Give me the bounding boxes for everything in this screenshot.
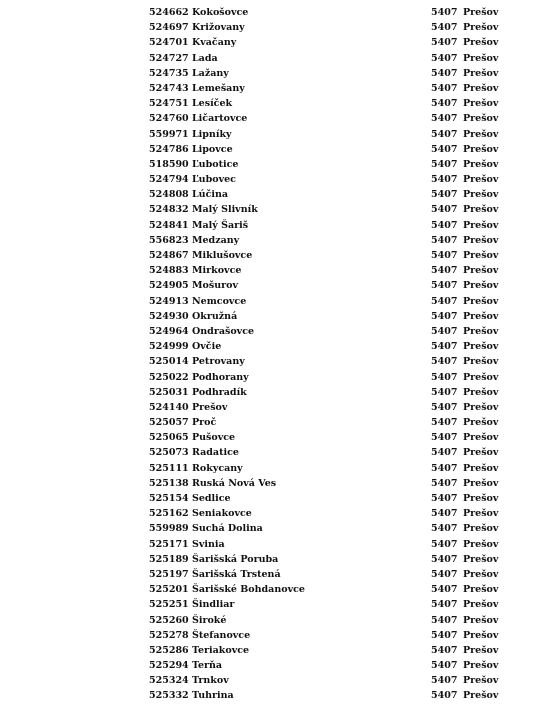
district-name: Prešov — [463, 204, 499, 216]
table-row — [0, 597, 556, 612]
municipality-name: Miklušovce — [192, 250, 253, 261]
table-row — [0, 415, 556, 430]
district-name: Prešov — [463, 462, 499, 474]
municipality-code: 524697 — [149, 22, 189, 34]
municipality-name: Sedlice — [192, 493, 231, 504]
district-code: 5407 — [431, 644, 458, 656]
table-row — [0, 521, 556, 536]
municipality-name: Mošurov — [192, 280, 238, 292]
municipality-name: Šarišská Poruba — [192, 553, 279, 565]
municipality-code: 524786 — [149, 143, 189, 155]
district-code: 5407 — [431, 22, 458, 34]
district-name: Prešov — [463, 265, 499, 277]
district-code: 5407 — [431, 371, 458, 383]
municipality-name: Šarišská Trstená — [192, 568, 281, 580]
district-code: 5407 — [431, 174, 458, 186]
district-name: Prešov — [463, 584, 499, 596]
table-row — [0, 263, 556, 278]
district-code: 5407 — [431, 52, 458, 64]
municipality-name: Ľubovec — [192, 174, 236, 186]
district-name: Prešov — [463, 447, 499, 459]
district-code: 5407 — [431, 325, 458, 337]
municipality-code: 559971 — [149, 128, 189, 140]
district-name: Prešov — [463, 295, 499, 307]
municipality-code: 525201 — [149, 584, 189, 596]
municipality-code: 524964 — [149, 325, 189, 337]
municipality-name: Medzany — [192, 234, 240, 246]
district-name: Prešov — [463, 614, 499, 626]
district-code: 5407 — [431, 250, 458, 261]
municipality-code: 524751 — [149, 98, 189, 110]
table-row — [0, 445, 556, 460]
municipality-code: 525073 — [149, 447, 189, 459]
district-code: 5407 — [431, 675, 458, 687]
municipality-name: Ondrašovce — [192, 325, 255, 337]
district-name: Prešov — [463, 599, 499, 611]
district-name: Prešov — [463, 234, 499, 246]
municipality-name: Podhorany — [192, 371, 249, 383]
municipality-code: 525189 — [149, 553, 189, 565]
district-code: 5407 — [431, 477, 458, 489]
municipality-code: 525065 — [149, 432, 189, 444]
table-row — [0, 476, 556, 491]
municipality-code: 525138 — [149, 477, 189, 489]
district-name: Prešov — [463, 660, 499, 672]
municipality-name: Prešov — [192, 401, 228, 413]
table-row — [0, 582, 556, 597]
district-code: 5407 — [431, 614, 458, 626]
municipality-code: 525260 — [149, 614, 189, 626]
municipality-name: Lúčina — [192, 189, 229, 201]
table-row — [0, 385, 556, 400]
municipality-code: 524727 — [149, 52, 189, 64]
municipality-code: 525031 — [149, 386, 189, 398]
district-code: 5407 — [431, 295, 458, 307]
district-code: 5407 — [431, 82, 458, 94]
municipality-code: 525111 — [149, 462, 189, 474]
table-row — [0, 20, 556, 35]
district-code: 5407 — [431, 690, 458, 702]
district-name: Prešov — [463, 174, 499, 186]
district-name: Prešov — [463, 371, 499, 383]
district-code: 5407 — [431, 143, 458, 155]
table-row — [0, 400, 556, 415]
table-row — [0, 187, 556, 202]
municipality-name: Podhradík — [192, 386, 247, 398]
district-code: 5407 — [431, 7, 458, 18]
district-name: Prešov — [463, 22, 499, 34]
municipality-code: 525294 — [149, 660, 189, 672]
table-row — [0, 491, 556, 506]
municipality-name: Široké — [192, 614, 227, 626]
district-name: Prešov — [463, 52, 499, 64]
district-name: Prešov — [463, 432, 499, 444]
municipality-code: 525022 — [149, 371, 189, 383]
district-name: Prešov — [463, 128, 499, 140]
municipality-name: Križovany — [192, 22, 245, 34]
district-code: 5407 — [431, 356, 458, 368]
municipality-name: Nemcovce — [192, 295, 247, 307]
municipality-code: 524999 — [149, 341, 189, 353]
district-name: Prešov — [463, 675, 499, 687]
district-code: 5407 — [431, 599, 458, 611]
district-name: Prešov — [463, 250, 499, 261]
municipality-code: 524794 — [149, 174, 189, 186]
municipality-name: Rokycany — [192, 462, 243, 474]
district-name: Prešov — [463, 401, 499, 413]
district-code: 5407 — [431, 508, 458, 520]
municipality-name: Ovčie — [192, 341, 222, 353]
municipality-code: 525171 — [149, 538, 189, 550]
municipality-name: Terňa — [192, 660, 223, 672]
table-row — [0, 658, 556, 673]
municipality-code: 524735 — [149, 67, 189, 79]
district-code: 5407 — [431, 341, 458, 353]
table-row — [0, 111, 556, 126]
municipality-name: Ličartovce — [192, 113, 248, 125]
municipality-name: Petrovany — [192, 356, 245, 368]
municipality-code: 524832 — [149, 204, 189, 216]
district-code: 5407 — [431, 158, 458, 170]
table-row — [0, 309, 556, 324]
municipality-code: 525286 — [149, 644, 189, 656]
table-row — [0, 430, 556, 445]
district-name: Prešov — [463, 158, 499, 170]
municipality-code: 525154 — [149, 493, 189, 504]
table-row — [0, 370, 556, 385]
municipality-code: 524905 — [149, 280, 189, 292]
district-name: Prešov — [463, 508, 499, 520]
district-code: 5407 — [431, 584, 458, 596]
table-row — [0, 628, 556, 643]
district-name: Prešov — [463, 568, 499, 580]
municipality-name: Ľubotice — [192, 158, 239, 170]
district-name: Prešov — [463, 523, 499, 535]
district-name: Prešov — [463, 189, 499, 201]
district-code: 5407 — [431, 401, 458, 413]
district-code: 5407 — [431, 189, 458, 201]
district-name: Prešov — [463, 417, 499, 429]
district-code: 5407 — [431, 568, 458, 580]
municipality-name: Kokošovce — [192, 7, 249, 18]
municipality-name: Pušovce — [192, 432, 236, 444]
municipality-name: Šindliar — [192, 599, 235, 611]
district-name: Prešov — [463, 67, 499, 79]
district-name: Prešov — [463, 386, 499, 398]
district-code: 5407 — [431, 629, 458, 641]
municipality-name: Teriakovce — [192, 644, 250, 656]
district-name: Prešov — [463, 98, 499, 110]
municipality-code: 524760 — [149, 113, 189, 125]
district-code: 5407 — [431, 113, 458, 125]
table-row — [0, 142, 556, 157]
municipality-code: 525057 — [149, 417, 189, 429]
district-code: 5407 — [431, 493, 458, 504]
district-name: Prešov — [463, 143, 499, 155]
table-row — [0, 461, 556, 476]
district-name: Prešov — [463, 538, 499, 550]
municipality-name: Štefanovce — [192, 629, 251, 641]
municipality-name: Seniakovce — [192, 508, 252, 520]
table-row — [0, 688, 556, 703]
table-row — [0, 339, 556, 354]
district-name: Prešov — [463, 644, 499, 656]
municipality-name: Lipníky — [192, 128, 232, 140]
municipality-name: Lesíček — [192, 98, 233, 110]
municipality-code: 525324 — [149, 675, 189, 687]
district-name: Prešov — [463, 82, 499, 94]
table-row — [0, 278, 556, 293]
district-name: Prešov — [463, 280, 499, 292]
municipality-name: Suchá Dolina — [192, 523, 263, 535]
table-row — [0, 552, 556, 567]
municipality-name: Ruská Nová Ves — [192, 477, 277, 489]
district-name: Prešov — [463, 341, 499, 353]
district-code: 5407 — [431, 265, 458, 277]
district-code: 5407 — [431, 37, 458, 49]
district-code: 5407 — [431, 417, 458, 429]
municipality-code: 524883 — [149, 265, 189, 277]
table-row — [0, 81, 556, 96]
district-code: 5407 — [431, 523, 458, 535]
table-row — [0, 96, 556, 111]
district-name: Prešov — [463, 493, 499, 504]
municipality-table — [0, 5, 556, 704]
district-code: 5407 — [431, 538, 458, 550]
municipality-code: 556823 — [149, 234, 189, 246]
district-code: 5407 — [431, 98, 458, 110]
table-row — [0, 506, 556, 521]
district-name: Prešov — [463, 325, 499, 337]
district-code: 5407 — [431, 234, 458, 246]
district-name: Prešov — [463, 553, 499, 565]
municipality-name: Mirkovce — [192, 265, 242, 277]
table-row — [0, 294, 556, 309]
district-code: 5407 — [431, 386, 458, 398]
municipality-code: 525332 — [149, 690, 189, 702]
table-row — [0, 354, 556, 369]
district-code: 5407 — [431, 280, 458, 292]
municipality-code: 525197 — [149, 568, 189, 580]
table-row — [0, 35, 556, 50]
municipality-name: Tuhrina — [192, 690, 234, 702]
municipality-name: Lažany — [192, 67, 229, 79]
municipality-code: 525251 — [149, 599, 189, 611]
district-name: Prešov — [463, 356, 499, 368]
district-name: Prešov — [463, 37, 499, 49]
table-row — [0, 5, 556, 20]
district-name: Prešov — [463, 7, 499, 18]
table-row — [0, 567, 556, 582]
municipality-code: 525014 — [149, 356, 189, 368]
municipality-name: Svinia — [192, 538, 225, 550]
municipality-name: Proč — [192, 417, 217, 429]
municipality-name: Lemešany — [192, 82, 245, 94]
municipality-name: Lada — [192, 52, 218, 64]
district-code: 5407 — [431, 553, 458, 565]
municipality-code: 525162 — [149, 508, 189, 520]
table-row — [0, 248, 556, 263]
municipality-name: Malý Šariš — [192, 219, 249, 231]
municipality-code: 524140 — [149, 401, 189, 413]
table-row — [0, 233, 556, 248]
district-code: 5407 — [431, 660, 458, 672]
municipality-name: Kvačany — [192, 37, 237, 49]
district-code: 5407 — [431, 128, 458, 140]
district-code: 5407 — [431, 447, 458, 459]
table-row — [0, 172, 556, 187]
municipality-code: 525278 — [149, 629, 189, 641]
municipality-name: Radatice — [192, 447, 239, 459]
municipality-code: 524743 — [149, 82, 189, 94]
municipality-code: 524808 — [149, 189, 189, 201]
municipality-code: 524841 — [149, 219, 189, 231]
district-name: Prešov — [463, 629, 499, 641]
municipality-code: 518590 — [149, 158, 189, 170]
table-row — [0, 673, 556, 688]
table-row — [0, 218, 556, 233]
table-row — [0, 51, 556, 66]
district-code: 5407 — [431, 67, 458, 79]
municipality-code: 524930 — [149, 310, 189, 322]
municipality-name: Malý Slivník — [192, 204, 258, 216]
district-code: 5407 — [431, 219, 458, 231]
table-row — [0, 537, 556, 552]
municipality-name: Šarišské Bohdanovce — [192, 584, 305, 596]
table-row — [0, 127, 556, 142]
district-name: Prešov — [463, 113, 499, 125]
municipality-code: 524867 — [149, 250, 189, 261]
table-row — [0, 613, 556, 628]
district-name: Prešov — [463, 219, 499, 231]
table-row — [0, 66, 556, 81]
municipality-name: Lipovce — [192, 143, 233, 155]
table-row — [0, 157, 556, 172]
district-code: 5407 — [431, 310, 458, 322]
district-name: Prešov — [463, 310, 499, 322]
district-name: Prešov — [463, 690, 499, 702]
municipality-name: Trnkov — [192, 675, 229, 687]
table-row — [0, 324, 556, 339]
municipality-name: Okružná — [192, 310, 238, 322]
district-name: Prešov — [463, 477, 499, 489]
municipality-code: 524662 — [149, 7, 189, 18]
table-row — [0, 202, 556, 217]
municipality-code: 559989 — [149, 523, 189, 535]
municipality-code: 524701 — [149, 37, 189, 49]
municipality-code: 524913 — [149, 295, 189, 307]
district-code: 5407 — [431, 462, 458, 474]
district-code: 5407 — [431, 204, 458, 216]
district-code: 5407 — [431, 432, 458, 444]
table-row — [0, 643, 556, 658]
